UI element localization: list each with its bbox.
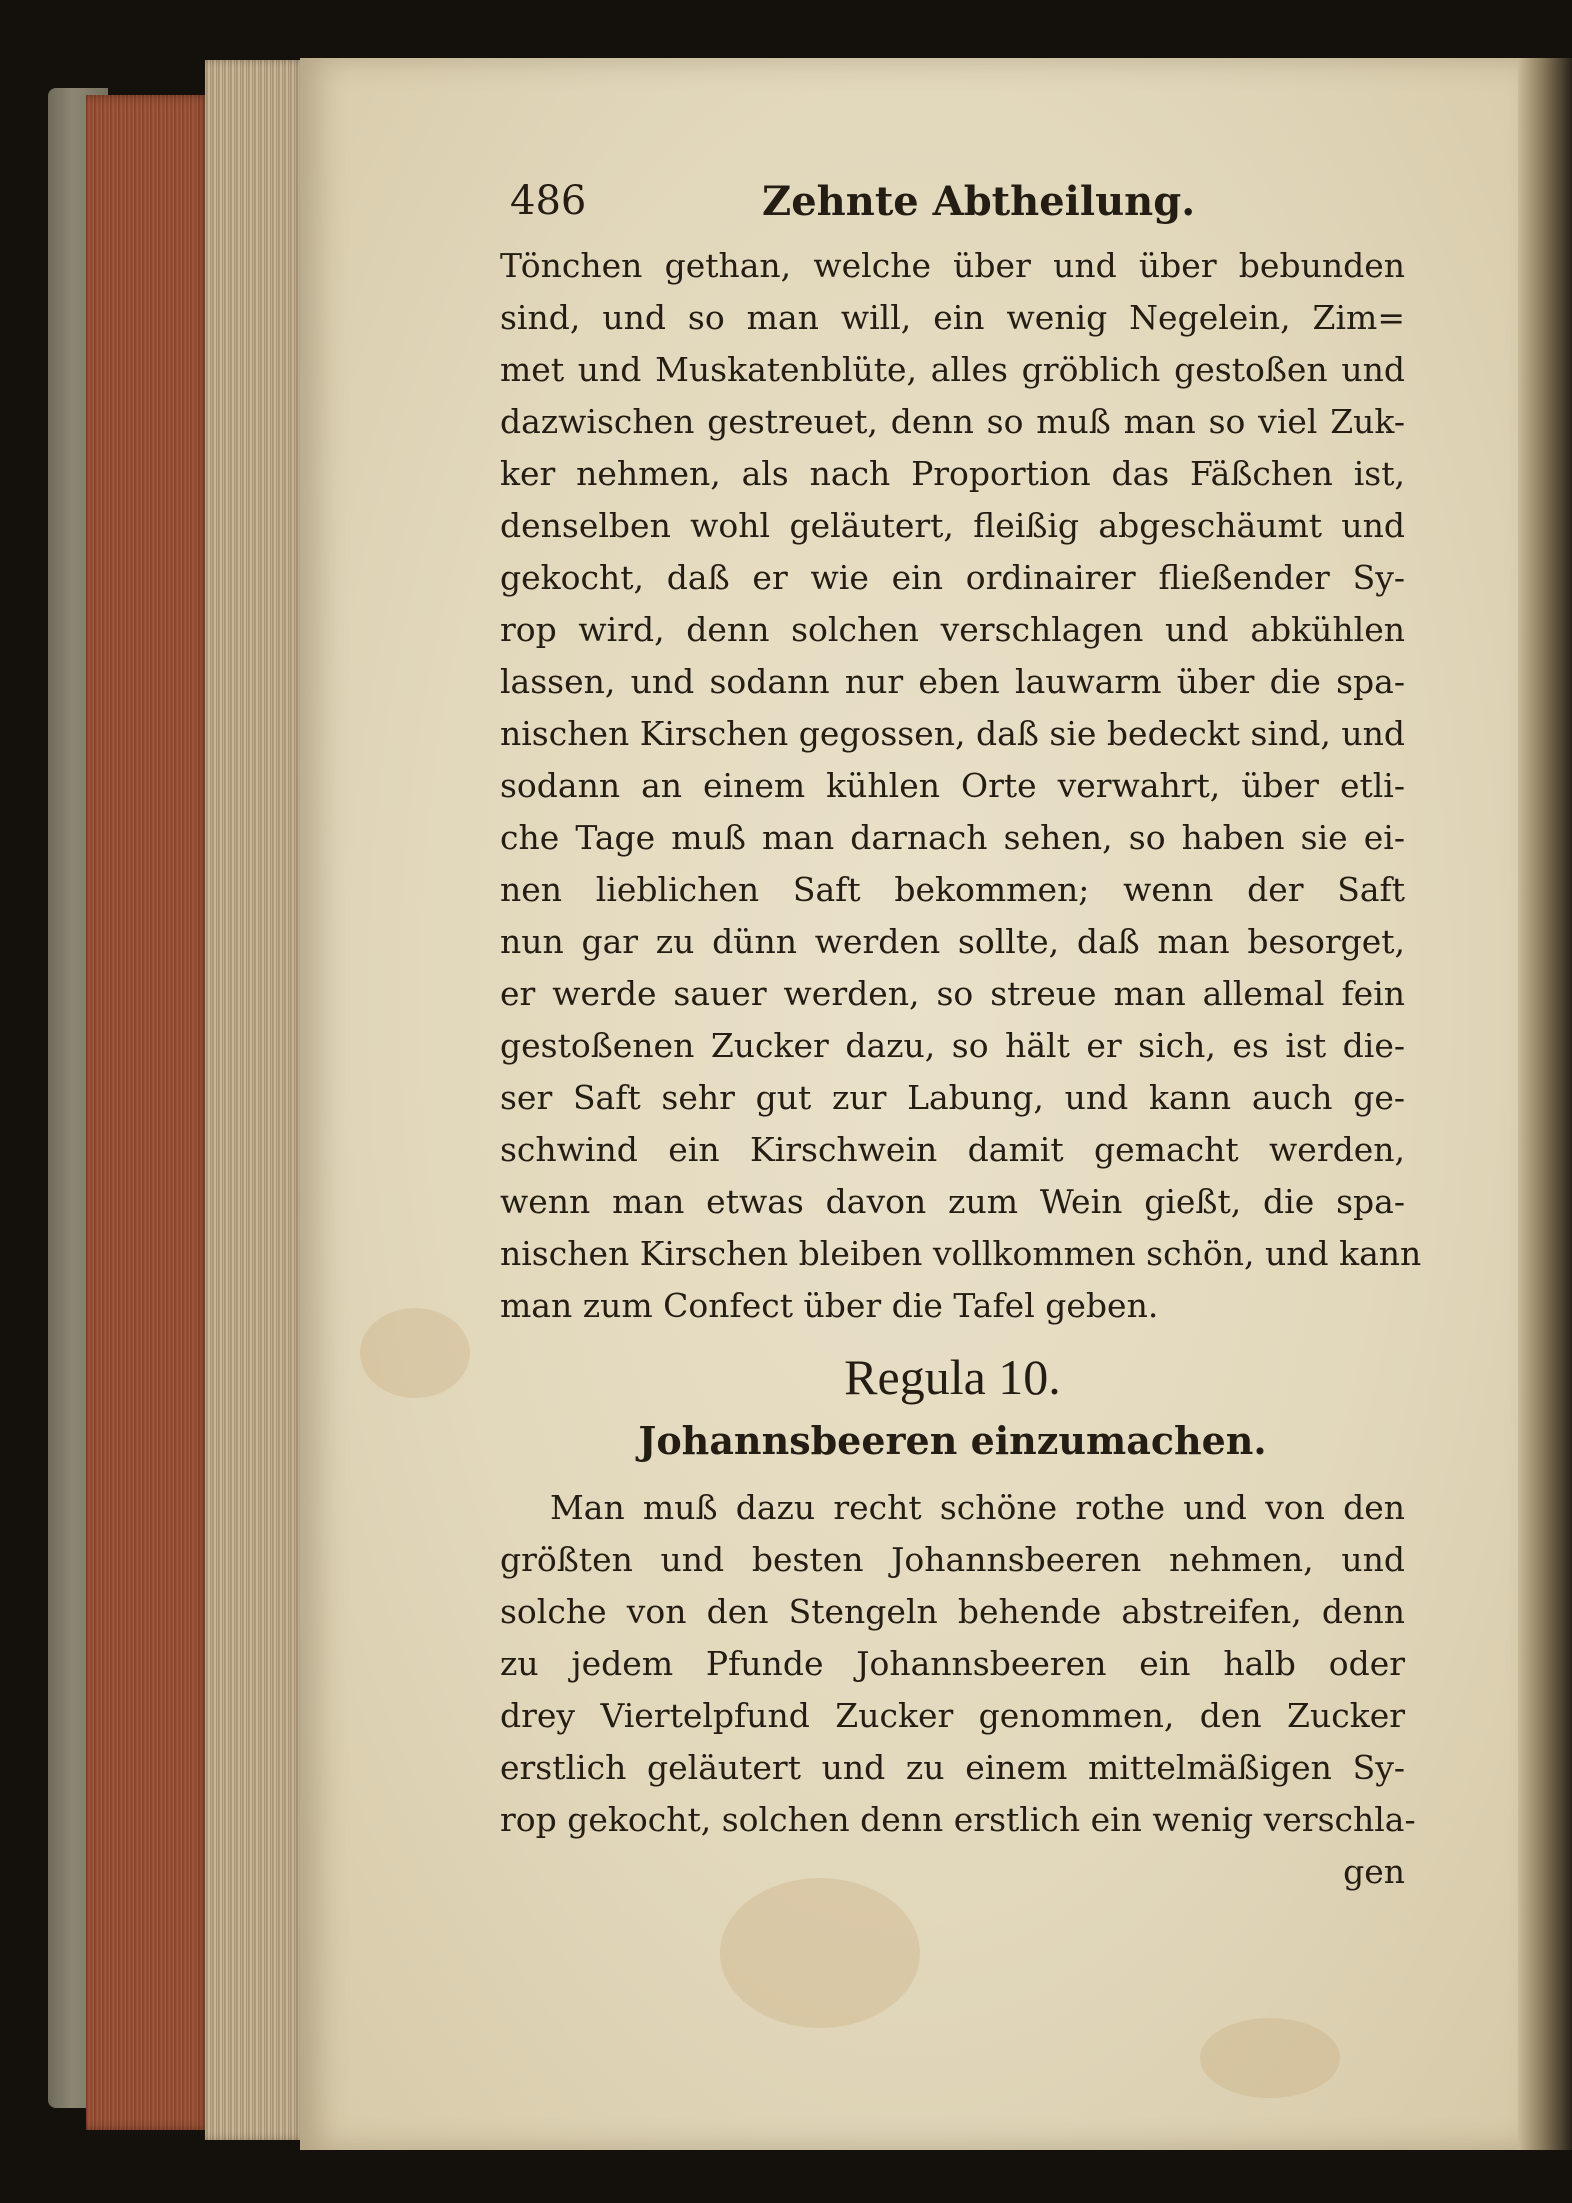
text-line: lassen, und sodann nur eben lauwarm über die spa- bbox=[500, 662, 1405, 701]
text-line: Man muß dazu recht schöne rothe und von den bbox=[550, 1488, 1405, 1527]
page-edges bbox=[205, 60, 305, 2140]
text-line: sind, und so man will, ein wenig Negelein, Zim= bbox=[500, 298, 1405, 337]
paper-stain bbox=[720, 1878, 920, 2028]
text-line: che Tage muß man darnach sehen, so haben sie ei- bbox=[500, 818, 1405, 857]
text-line: dazwischen gestreuet, denn so muß man so viel Zuk- bbox=[500, 402, 1405, 441]
text-line: rop gekocht, solchen denn erstlich ein wenig verschla- bbox=[500, 1800, 1416, 1839]
text-line: ker nehmen, als nach Proportion das Fäßchen ist, bbox=[500, 454, 1405, 493]
text-line: drey Viertelpfund Zucker genommen, den Zucker bbox=[500, 1696, 1405, 1735]
page-header bbox=[500, 170, 1405, 240]
text-line: solche von den Stengeln behende abstreifen, denn bbox=[500, 1592, 1405, 1631]
text-line: nen lieblichen Saft bekommen; wenn der Saft bbox=[500, 870, 1405, 909]
text-line: ser Saft sehr gut zur Labung, und kann auch ge- bbox=[500, 1078, 1405, 1117]
paragraph bbox=[500, 1482, 1416, 1898]
paper-stain bbox=[360, 1308, 470, 1398]
text-line: man zum Confect über die Tafel geben. bbox=[500, 1286, 1159, 1325]
text-line: sodann an einem kühlen Orte verwahrt, über etli- bbox=[500, 766, 1405, 805]
text-line: zu jedem Pfunde Johannsbeeren ein halb oder bbox=[500, 1644, 1405, 1683]
text-line: größten und besten Johannsbeeren nehmen, und bbox=[500, 1540, 1405, 1579]
paper-stain bbox=[1200, 2018, 1340, 2098]
text-line: schwind ein Kirschwein damit gemacht werden, bbox=[500, 1130, 1405, 1169]
text-line: gestoßenen Zucker dazu, so hält er sich, es ist die- bbox=[500, 1026, 1405, 1065]
text-line: Tönchen gethan, welche über und über bebunden bbox=[500, 246, 1405, 285]
running-title: Zehnte Abtheilung. bbox=[762, 178, 1196, 225]
text-line: nun gar zu dünn werden sollte, daß man besorget, bbox=[500, 922, 1405, 961]
text-line: nischen Kirschen gegossen, daß sie bedeckt sind, und bbox=[500, 714, 1405, 753]
section-title: Johannsbeeren einzumachen. bbox=[638, 1418, 1267, 1463]
paragraph bbox=[500, 240, 1422, 1332]
page-number: 486 bbox=[510, 178, 587, 224]
page-text bbox=[500, 170, 1422, 1898]
text-line: gekocht, daß er wie ein ordinairer fließender Sy- bbox=[500, 558, 1405, 597]
text-line: er werde sauer werden, so streue man allemal fein bbox=[500, 974, 1405, 1013]
catchword: gen bbox=[1343, 1852, 1405, 1891]
text-line: rop wird, denn solchen verschlagen und abkühlen bbox=[500, 610, 1405, 649]
text-line: wenn man etwas davon zum Wein gießt, die spa- bbox=[500, 1182, 1405, 1221]
text-line: met und Muskatenblüte, alles gröblich gestoßen und bbox=[500, 350, 1405, 389]
text-line: nischen Kirschen bleiben vollkommen schön, und kann bbox=[500, 1234, 1422, 1273]
next-page-edge bbox=[1518, 58, 1572, 2150]
regula-heading: Regula 10. bbox=[844, 1349, 1061, 1405]
red-page-edges bbox=[86, 95, 211, 2130]
text-line: erstlich geläutert und zu einem mittelmäßigen Sy- bbox=[500, 1748, 1405, 1787]
text-line: denselben wohl geläutert, fleißig abgeschäumt und bbox=[500, 506, 1405, 545]
